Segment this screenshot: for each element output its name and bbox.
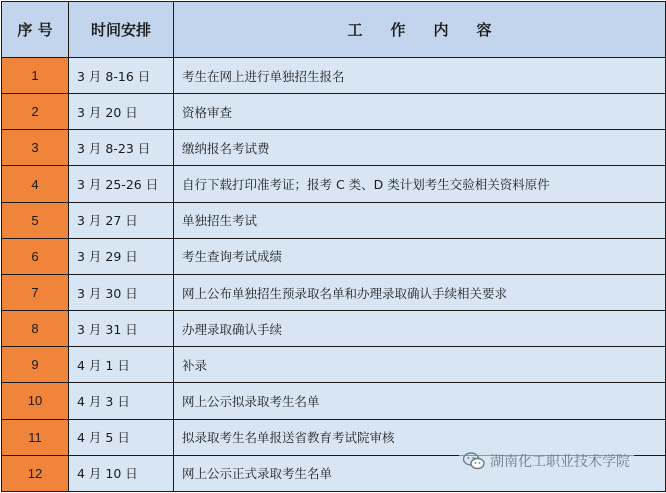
table-row — [2, 238, 666, 274]
row-content: 拟录取考生名单报送省教育考试院审核 — [174, 419, 666, 455]
row-time: 3 月 31 日 — [69, 311, 174, 347]
row-content: 办理录取确认手续 — [174, 311, 666, 347]
row-content: 网上公示正式录取考生名单 — [174, 455, 666, 491]
table-row — [2, 130, 666, 166]
row-seq: 4 — [2, 166, 69, 202]
row-time: 3 月 27 日 — [69, 202, 174, 238]
row-seq: 5 — [2, 202, 69, 238]
row-seq: 6 — [2, 238, 69, 274]
row-seq: 7 — [2, 274, 69, 310]
row-time: 3 月 8-23 日 — [69, 130, 174, 166]
header-seq: 序 号 — [2, 2, 69, 58]
table-row — [2, 274, 666, 310]
row-content: 缴纳报名考试费 — [174, 130, 666, 166]
row-time: 4 月 5 日 — [69, 419, 174, 455]
row-time: 3 月 25-26 日 — [69, 166, 174, 202]
row-content: 网上公示拟录取考生名单 — [174, 383, 666, 419]
schedule-table — [1, 1, 666, 492]
table-row — [2, 311, 666, 347]
row-seq: 1 — [2, 58, 69, 94]
header-time: 时间安排 — [69, 2, 174, 58]
row-seq: 9 — [2, 347, 69, 383]
watermark — [459, 449, 634, 473]
row-content: 考生查询考试成绩 — [174, 238, 666, 274]
header-row — [2, 2, 666, 58]
row-seq: 3 — [2, 130, 69, 166]
row-seq: 10 — [2, 383, 69, 419]
table-row — [2, 383, 666, 419]
row-content: 单独招生考试 — [174, 202, 666, 238]
row-time: 3 月 8-16 日 — [69, 58, 174, 94]
row-content: 自行下载打印准考证；报考 C 类、D 类计划考生交验相关资料原件 — [174, 166, 666, 202]
table-row — [2, 94, 666, 130]
row-time: 3 月 29 日 — [69, 238, 174, 274]
row-content: 考生在网上进行单独招生报名 — [174, 58, 666, 94]
row-seq: 11 — [2, 419, 69, 455]
row-content: 网上公布单独招生预录取名单和办理录取确认手续相关要求 — [174, 274, 666, 310]
row-time: 4 月 10 日 — [69, 455, 174, 491]
row-seq: 2 — [2, 94, 69, 130]
row-time: 4 月 1 日 — [69, 347, 174, 383]
table-row — [2, 202, 666, 238]
header-content: 工作内容 — [174, 2, 666, 58]
row-time: 3 月 20 日 — [69, 94, 174, 130]
row-content: 补录 — [174, 347, 666, 383]
row-seq: 8 — [2, 311, 69, 347]
watermark-text: 湖南化工职业技术学院 — [490, 454, 630, 470]
table-row — [2, 347, 666, 383]
row-seq: 12 — [2, 455, 69, 491]
table-row — [2, 166, 666, 202]
table-body — [2, 58, 666, 492]
row-time: 4 月 3 日 — [69, 383, 174, 419]
table-row — [2, 58, 666, 94]
row-time: 3 月 30 日 — [69, 274, 174, 310]
wechat-icon — [463, 452, 485, 470]
row-content: 资格审查 — [174, 94, 666, 130]
